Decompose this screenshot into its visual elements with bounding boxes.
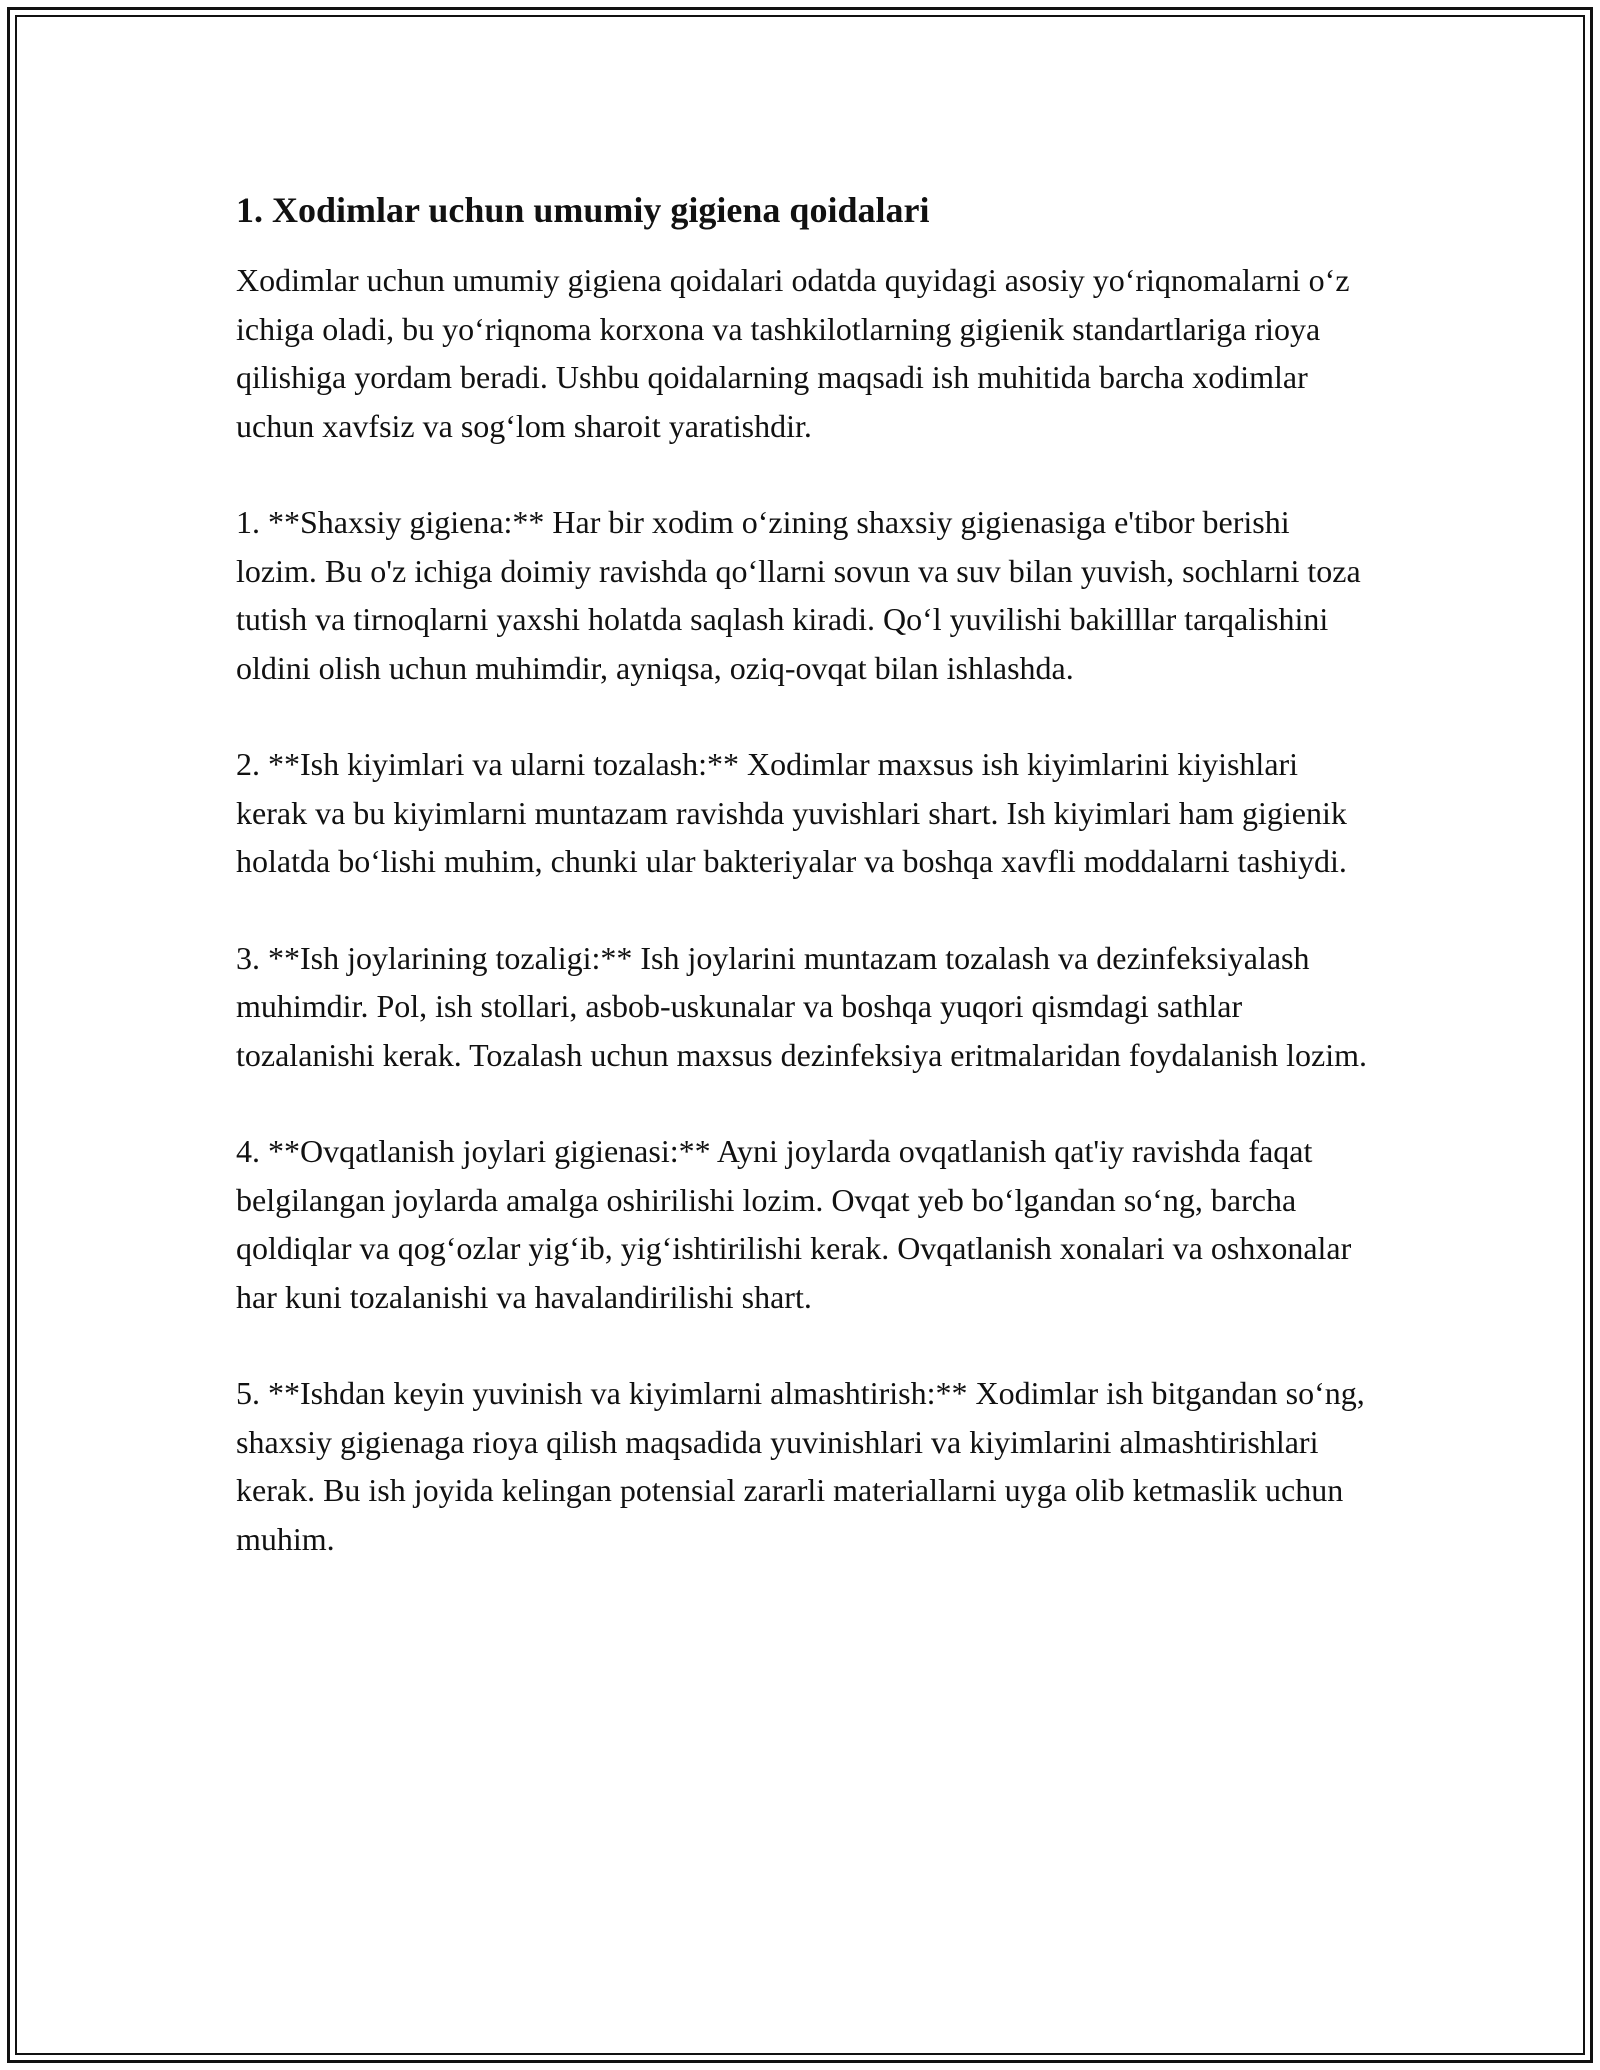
rule-paragraph-work-clothes: 2. **Ish kiyimlari va ularni tozalash:** Xodimlar maxsus ish kiyimlarini kiyishlari kerak va bu kiyimlarni muntazam ravishda yuvishlari shart. Ish kiyimlari ham gigienik holatda bo‘lishi muhim, chunki ular bakteriyalar va boshqa xavfli moddalarni tashiydi.	[236, 746, 1347, 879]
rule-paragraph-after-work-washing: 5. **Ishdan keyin yuvinish va kiyimlarni almashtirish:** Xodimlar ish bitgandan so‘ng, shaxsiy gigienaga rioya qilish maqsadida yuvinishlari va kiyimlarini almashtirishlari kerak. Bu ish joyida kelingan potensial zararli materiallarni uyga olib ketmaslik uchun muhim.	[236, 1375, 1365, 1557]
document-body	[236, 186, 1376, 1611]
rule-paragraph-personal-hygiene: 1. **Shaxsiy gigiena:** Har bir xodim o‘zining shaxsiy gigienasiga e'tibor berishi lozim. Bu o'z ichiga doimiy ravishda qo‘llarni sovun va suv bilan yuvish, sochlarni toza tutish va tirnoqlarni yaxshi holatda saqlash kiradi. Qo‘l yuvilishi bakilllar tarqalishini oldini olish uchun muhimdir, ayniqsa, oziq-ovqat bilan ishlashda.	[236, 504, 1361, 686]
rule-paragraph-workplace-cleanliness: 3. **Ish joylarining tozaligi:** Ish joylarini muntazam tozalash va dezinfeksiyalash muhimdir. Pol, ish stollari, asbob-uskunalar va boshqa yuqori qismdagi sathlar tozalanishi kerak. Tozalash uchun maxsus dezinfeksiya eritmalaridan foydalanish lozim.	[236, 939, 1368, 1073]
intro-paragraph: Xodimlar uchun umumiy gigiena qoidalari odatda quyidagi asosiy yo‘riqnomalarni o‘z ichiga oladi, bu yo‘riqnoma korxona va tashkilotlarning gigienik standartlariga rioya qilishiga yordam beradi. Ushbu qoidalarning maqsadi ish muhitida barcha xodimlar uchun xavfsiz va sog‘lom sharoit yaratishdir.	[236, 262, 1350, 444]
document-heading: 1. Xodimlar uchun umumiy gigiena qoidalari	[236, 190, 930, 230]
rule-paragraph-dining-hygiene: 4. **Ovqatlanish joylari gigienasi:** Ayni joylarda ovqatlanish qat'iy ravishda faqat belgilangan joylarda amalga oshirilishi lozim. Ovqat yeb bo‘lgandan so‘ng, barcha qoldiqlar va qog‘ozlar yig‘ib, yig‘ishtirilishi kerak. Ovqatlanish xonalari va oshxonalar har kuni tozalanishi va havalandirilishi shart.	[236, 1133, 1352, 1315]
